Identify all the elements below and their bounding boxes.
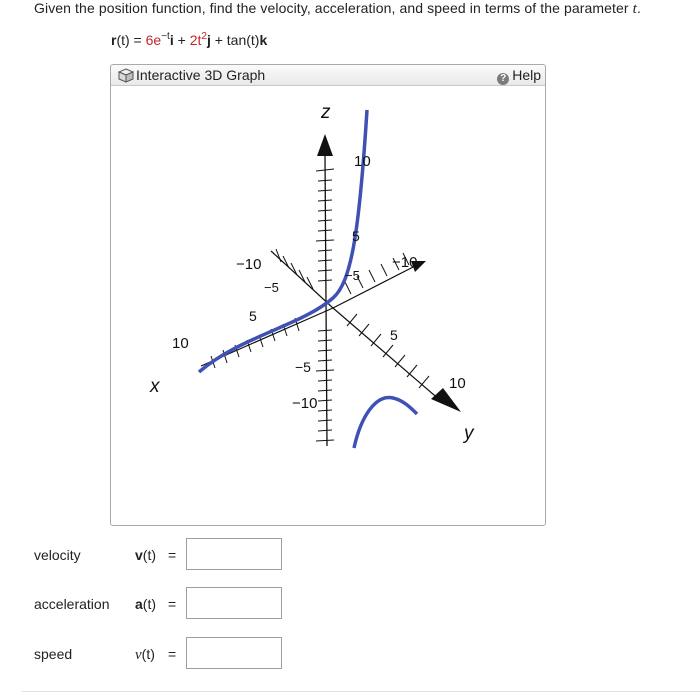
term-k: + tan(t) <box>210 32 260 48</box>
z-axis-arrow <box>317 134 333 156</box>
velocity-fn <box>135 547 156 563</box>
question-text <box>34 0 641 18</box>
unit-j: j <box>206 32 211 48</box>
x-tick-label: 10 <box>172 335 189 352</box>
speed-label: speed <box>34 646 73 662</box>
velocity-label: velocity <box>34 547 81 563</box>
term-i-exp: −t <box>161 31 170 42</box>
acceleration-fn-arg: (t) <box>142 596 157 612</box>
z-tick-label: 5 <box>352 228 360 244</box>
term-j-coef: 2t <box>189 32 202 48</box>
speed-fn-symbol: v <box>135 647 142 663</box>
question-suffix: . <box>636 0 641 16</box>
question-prefix: Given the position function, find the velocity, acceleration, and speed in terms of the parameter <box>34 0 633 16</box>
velocity-fn-symbol: v <box>135 547 143 563</box>
acceleration-fn-symbol: a <box>135 596 143 612</box>
3d-graph-canvas[interactable] <box>111 86 545 525</box>
acceleration-label: acceleration <box>34 596 110 612</box>
acceleration-fn <box>135 596 156 612</box>
y-tick-label: 5 <box>390 327 398 343</box>
panel-title: Interactive 3D Graph <box>136 67 266 83</box>
acceleration-equals: = <box>168 596 177 612</box>
curve-lower-branch <box>354 398 417 448</box>
x-tick-label: −10 <box>236 256 262 273</box>
x-axis-label: x <box>150 376 160 397</box>
y-tick-label: 10 <box>449 375 466 392</box>
cube-icon <box>117 67 135 84</box>
position-function <box>111 32 267 48</box>
z-tick-label: 10 <box>354 153 371 170</box>
velocity-fn-arg: (t) <box>142 547 157 563</box>
y-tick-label: −5 <box>345 268 360 283</box>
r-label: r <box>111 32 117 48</box>
interactive-3d-graph-panel <box>110 64 546 526</box>
y-axis-label: y <box>464 423 474 444</box>
help-button[interactable] <box>497 67 541 85</box>
speed-fn <box>135 646 155 664</box>
question-param: t <box>632 1 637 17</box>
speed-input[interactable] <box>186 637 282 669</box>
term-j-exp: 2 <box>201 31 207 42</box>
plus-1: + <box>173 32 190 48</box>
z-axis-label: z <box>321 102 331 123</box>
panel-header <box>111 65 545 86</box>
speed-fn-arg: (t) <box>141 646 155 662</box>
x-axis-ticks <box>211 249 313 368</box>
y-tick-label: −10 <box>392 254 418 271</box>
unit-k: k <box>259 32 268 48</box>
z-tick-label: −5 <box>295 359 311 375</box>
velocity-input[interactable] <box>186 538 282 570</box>
y-axis-front <box>333 308 441 401</box>
bottom-divider <box>22 691 700 692</box>
unit-i: i <box>169 32 174 48</box>
x-tick-label: −5 <box>264 280 279 295</box>
curve-main-branch <box>199 110 367 372</box>
x-tick-label: 5 <box>249 308 257 324</box>
term-i-coef: 6e <box>145 32 162 48</box>
velocity-equals: = <box>168 547 177 563</box>
help-label: Help <box>512 67 541 83</box>
z-tick-label: −10 <box>292 395 318 412</box>
speed-equals: = <box>168 646 177 662</box>
r-arg: (t) = <box>116 32 146 48</box>
acceleration-input[interactable] <box>186 587 282 619</box>
help-icon: ? <box>497 73 509 85</box>
